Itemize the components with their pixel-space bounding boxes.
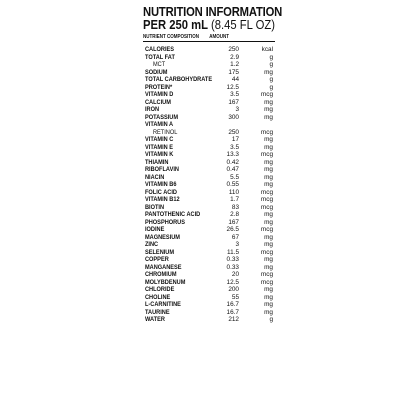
nutrient-unit: mg [264,293,273,301]
nutrient-row [143,54,275,62]
nutrient-row [143,99,275,107]
nutrient-name: CHOLINE [145,293,171,301]
nutrient-row [143,166,275,174]
nutrient-row [143,189,275,197]
nutrient-row [143,211,275,219]
nutrient-unit: g [269,316,273,323]
nutrient-amount: 1.2 [230,61,239,68]
nutrient-unit: mg [264,286,273,293]
nutrient-unit: mcg [260,248,273,256]
column-header-composition: NUTRIENT COMPOSITION [143,34,200,40]
nutrient-unit: mcg [260,196,273,203]
nutrient-name: TOTAL CARBOHYDRATE [145,76,213,83]
nutrient-unit: mg [264,166,273,173]
nutrient-name: MAGNESIUM [145,233,180,241]
nutrient-row [143,106,275,114]
nutrient-amount: 110 [228,188,239,196]
nutrient-row [143,301,275,309]
nutrient-name: NIACIN [145,173,165,181]
nutrient-name: FOLIC ACID [145,188,177,196]
nutrient-unit: mg [264,136,273,143]
nutrient-unit: mg [264,173,273,181]
nutrient-row [143,219,275,227]
nutrient-row [143,234,275,242]
nutrient-amount: 250 [228,46,239,53]
nutrient-unit: mg [264,98,273,106]
nutrient-name: IRON [145,106,160,113]
nutrient-amount: 3.5 [230,143,239,151]
nutrient-unit: mg [264,113,273,121]
nutrient-row [143,196,275,204]
nutrient-row [143,279,275,287]
nutrient-row [143,294,275,302]
nutrient-unit: mg [264,68,273,76]
nutrient-amount: 0.47 [226,166,239,173]
nutrient-unit: mcg [260,91,273,98]
nutrient-row [143,61,275,69]
nutrient-name: CHLORIDE [145,286,175,293]
nutrient-unit: mg [264,143,273,151]
nutrient-name: MCT [153,61,166,68]
nutrient-name: RETINOL [153,128,178,136]
nutrient-amount: 44 [231,76,239,83]
nutrient-row [143,181,275,189]
nutrient-amount: 55 [231,293,239,301]
nutrient-amount: 0.55 [226,181,239,188]
nutrient-row [143,174,275,182]
nutrient-unit: mg [264,158,273,166]
nutrient-amount: 83 [231,203,239,211]
nutrient-unit: g [269,53,273,61]
nutrient-unit: mcg [260,188,273,196]
nutrient-row [143,249,275,257]
nutrient-unit: mg [264,241,273,248]
nutrient-name: L-CARNITINE [145,301,181,308]
nutrient-row [143,204,275,212]
serving-size [143,18,275,32]
nutrient-unit: mcg [260,128,273,136]
nutrient-name: CALCIUM [145,98,171,106]
nutrient-name: TAURINE [145,308,170,316]
nutrient-name: VITAMIN B6 [145,181,177,188]
nutrient-unit: mcg [260,203,273,211]
nutrient-amount: 167 [228,98,239,106]
nutrient-name: VITAMIN B12 [145,196,180,203]
nutrient-amount: 167 [228,218,239,226]
nutrient-name: ZINC [145,241,159,248]
nutrient-amount: 3 [235,106,239,113]
nutrient-row [143,316,275,324]
nutrient-amount: 0.33 [226,263,239,271]
nutrient-amount: 0.42 [226,158,239,166]
nutrient-row [143,286,275,294]
nutrient-row [143,264,275,272]
nutrient-amount: 300 [228,113,239,121]
panel-title: NUTRITION INFORMATION [143,5,283,19]
nutrient-unit: mcg [260,151,273,158]
nutrient-amount: 250 [228,128,239,136]
nutrient-amount: 2.8 [230,211,239,218]
nutrient-unit: mg [264,256,273,263]
nutrient-row [143,91,275,99]
nutrient-unit: g [269,61,273,68]
nutrient-name: VITAMIN E [145,143,174,151]
nutrient-row [143,76,275,84]
nutrient-amount: 0.33 [226,256,239,263]
nutrient-amount: 1.7 [230,196,239,203]
nutrient-unit: mcg [260,278,273,286]
nutrient-unit: mg [264,263,273,271]
nutrient-amount: 2.9 [230,53,239,61]
nutrient-amount: 16.7 [226,308,239,316]
nutrient-amount: 13.3 [226,151,239,158]
nutrient-amount: 67 [231,233,239,241]
nutrient-row [143,46,275,54]
nutrient-name: PHOSPHORUS [145,218,185,226]
nutrient-name: PROTEIN* [145,83,173,91]
nutrient-name: MOLYBDENUM [145,278,186,286]
nutrient-amount: 3.5 [230,91,239,98]
nutrient-name: PANTOTHENIC ACID [145,211,201,218]
nutrient-name: VITAMIN A [145,121,174,128]
nutrient-unit: mcg [260,226,273,233]
nutrient-unit: mg [264,233,273,241]
nutrient-row [143,159,275,167]
nutrient-amount: 200 [228,286,239,293]
nutrient-row [143,144,275,152]
nutrient-name: WATER [145,316,165,323]
nutrient-amount: 212 [228,316,239,323]
nutrient-unit: mg [264,301,273,308]
nutrient-name: IODINE [145,226,165,233]
nutrient-name: TOTAL FAT [145,53,175,61]
nutrient-row [143,256,275,264]
nutrient-amount: 3 [235,241,239,248]
nutrient-row [143,241,275,249]
nutrient-name: CHROMIUM [145,271,177,278]
nutrient-unit: mg [264,106,273,113]
nutrient-amount: 20 [231,271,239,278]
nutrient-unit: kcal [261,46,273,53]
nutrient-name: SELENIUM [145,248,175,256]
nutrient-name: POTASSIUM [145,113,179,121]
nutrient-amount: 17 [231,136,239,143]
nutrient-name: SODIUM [145,68,168,76]
nutrient-amount: 12.5 [226,83,239,91]
nutrient-amount: 16.7 [226,301,239,308]
serving-volume-alt: (8.45 FL OZ) [210,18,275,32]
column-headers [143,34,262,40]
header-divider [143,41,275,42]
nutrient-name: THIAMIN [145,158,169,166]
serving-volume: PER 250 mL [143,18,208,32]
nutrient-row [143,309,275,317]
nutrient-unit: g [269,76,273,83]
nutrition-panel [143,5,283,324]
nutrient-row [143,114,275,122]
nutrient-unit: mg [264,308,273,316]
nutrient-unit: mcg [260,271,273,278]
nutrient-amount: 11.5 [227,248,239,256]
column-header-amount: AMOUNT [209,34,230,40]
nutrient-row [143,271,275,279]
nutrient-name: MANGANESE [145,263,182,271]
nutrient-name: VITAMIN C [145,136,174,143]
nutrient-unit: mg [264,211,273,218]
nutrient-amount: 12.5 [226,278,239,286]
nutrient-row [143,151,275,159]
nutrient-row [143,121,275,129]
nutrient-row [143,69,275,77]
nutrient-name: RIBOFLAVIN [145,166,179,173]
nutrient-unit: g [269,83,273,91]
nutrient-name: BIOTIN [145,203,165,211]
nutrient-name: COPPER [145,256,169,263]
nutrient-row [143,84,275,92]
nutrient-name: VITAMIN D [145,91,174,98]
nutrient-unit: mg [264,218,273,226]
nutrient-name: CALORIES [145,46,175,53]
nutrient-row [143,226,275,234]
nutrient-amount: 175 [228,68,239,76]
nutrient-unit: mg [264,181,273,188]
nutrient-list [143,46,275,324]
nutrient-row [143,129,275,137]
nutrient-name: VITAMIN K [145,151,174,158]
nutrient-amount: 5.5 [230,173,239,181]
nutrient-row [143,136,275,144]
nutrient-amount: 26.5 [226,226,239,233]
